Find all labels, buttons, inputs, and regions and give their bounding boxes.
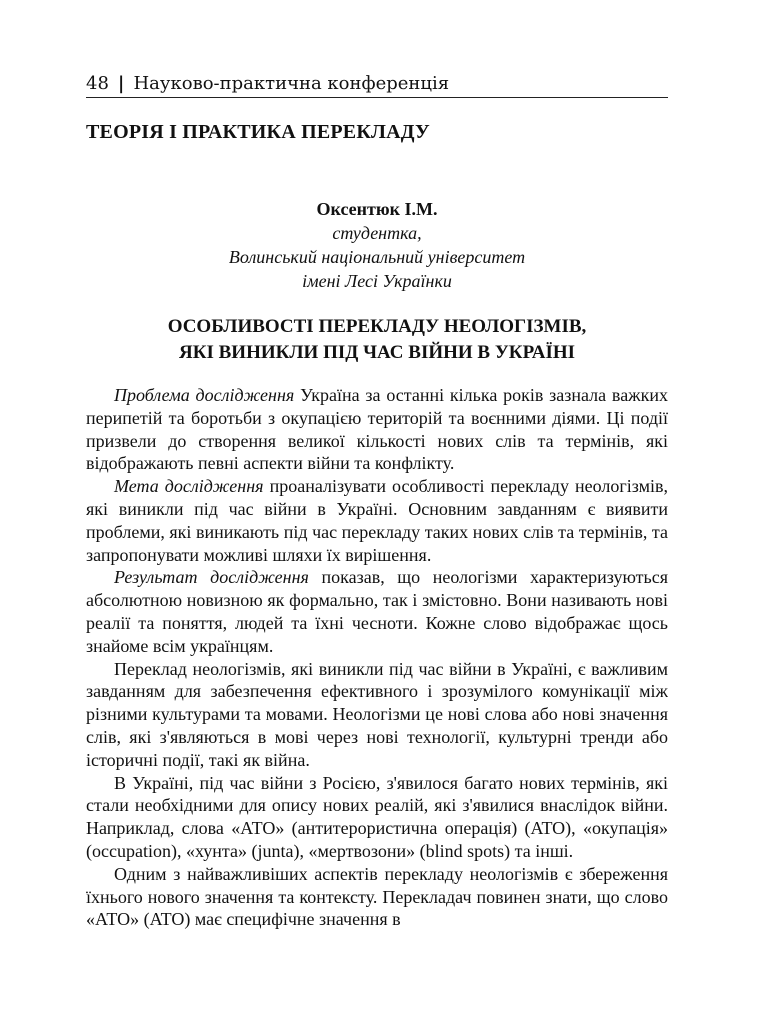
paragraph-text-goal: проаналізувати особливості перекладу неологізмів, які виникли під час війни в Україні. Основним завданням є виявити проблеми, які виникають під час перекладу таких нових слів та термінів, та запропонувати можливі шляхи їх вирішення. bbox=[86, 476, 668, 565]
author-university-name: імені Лесі Українки bbox=[302, 271, 452, 291]
author-name: Оксентюк І.М. bbox=[316, 199, 438, 219]
paragraph-lead-goal: Мета дослідження bbox=[114, 476, 264, 497]
paragraph-text-problem: Україна за останні кілька років зазнала важких перипетій та боротьби з окупацією територій та воєнними діями. Ці події призвели до створення великої кількості нових слів та термінів, які відображають певні аспекти війни та конфлікту. bbox=[86, 385, 668, 474]
section-title: ТЕОРІЯ І ПРАКТИКА ПЕРЕКЛАДУ bbox=[86, 121, 430, 143]
paragraph-problem bbox=[86, 384, 668, 475]
author-role: студентка, bbox=[332, 223, 422, 243]
paragraph-lead-result: Результат дослідження bbox=[114, 567, 309, 588]
article-title-line-1: ОСОБЛИВОСТІ ПЕРЕКЛАДУ НЕОЛОГІЗМІВ, bbox=[167, 316, 587, 337]
article-body bbox=[86, 384, 668, 931]
article-title-line-2: ЯКІ ВИНИКЛИ ПІД ЧАС ВІЙНИ В УКРАЇНІ bbox=[178, 342, 576, 363]
running-header bbox=[86, 70, 668, 98]
running-title: Науково-практична конференція bbox=[133, 73, 450, 94]
header-separator: | bbox=[117, 73, 125, 94]
paragraph-context: Одним з найважливіших аспектів перекладу неологізмів є збереження їхнього нового значення та контексту. Перекладач повинен знати, що слово «АТО» (ATO) має специфічне значення в bbox=[86, 863, 668, 930]
paragraph-examples: В Україні, під час війни з Росією, з'явилося багато нових термінів, які стали необхідними для опису нових реалій, які з'явилися внаслідок війни. Наприклад, слова «АТО» (антитерористична операція) (ATO), «окупація» (occupation), «хунта» (junta), «мертвозони» (blind spots) та інші. bbox=[86, 772, 668, 861]
page-number: 48 bbox=[86, 73, 109, 94]
paragraph-lead-problem: Проблема дослідження bbox=[114, 385, 295, 405]
article-title bbox=[86, 314, 668, 366]
paragraph-text-result: показав, що неологізми характеризуються абсолютною новизною як формально, так і змістовно. Вони називають нові реалії та поняття, людей та їхні чесноти. Кожне слово відображає щось знайоме всім українцям. bbox=[86, 567, 669, 656]
paragraph-goal bbox=[86, 475, 668, 566]
paragraph-translation: Переклад неологізмів, які виникли під час війни в Україні, є важливим завданням для забезпечення ефективного і зрозумілого комунікації між різними культурами та мовами. Неологізми це нові слова або нові значення слів, які з'являються в мові через нові технології, культурні тренди або історичні події, такі як війна. bbox=[86, 658, 668, 770]
author-university: Волинський національний університет bbox=[228, 247, 526, 267]
paragraph-result bbox=[86, 566, 668, 657]
author-block bbox=[86, 197, 668, 293]
